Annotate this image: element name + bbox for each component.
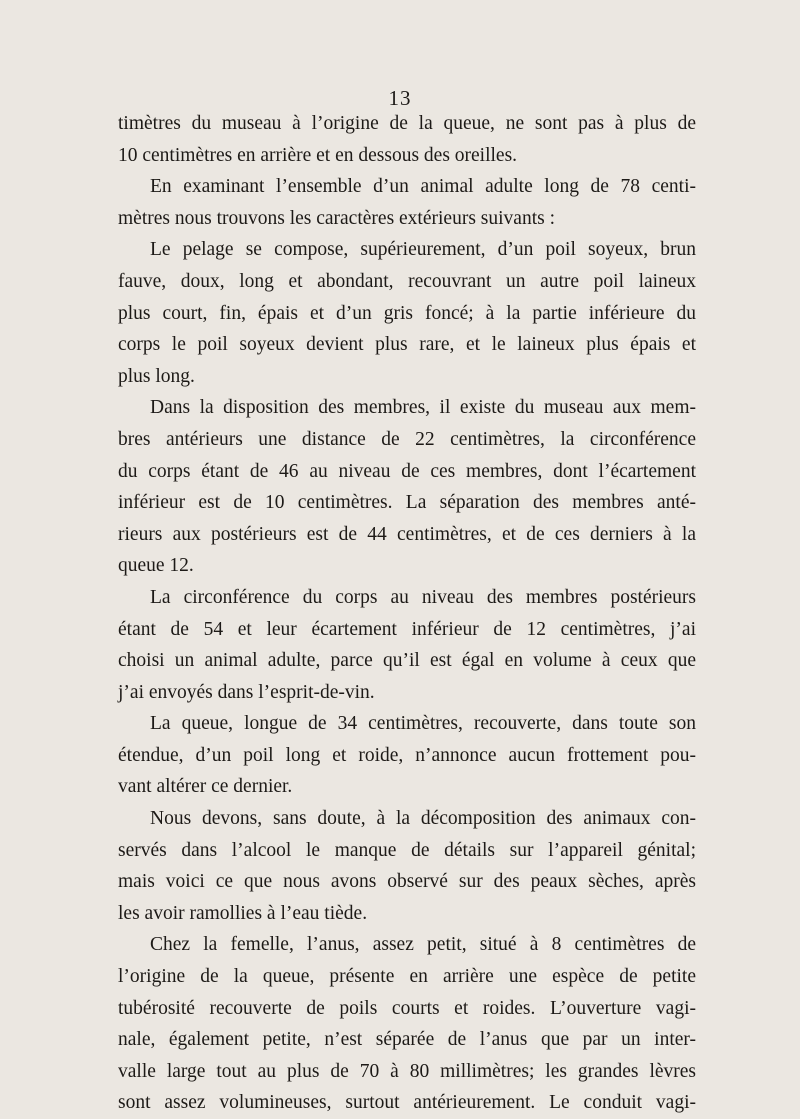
text-line: choisi un animal adulte, parce qu’il est égal en volume à ceux que — [118, 650, 696, 672]
text-line: vant altérer ce dernier. — [118, 776, 293, 798]
page-number: 13 — [388, 86, 412, 110]
text-line: La queue, longue de 34 centimètres, recouverte, dans toute son — [150, 713, 696, 735]
text-line: Nous devons, sans doute, à la décomposition des animaux con- — [150, 808, 696, 830]
text-line: mètres nous trouvons les caractères extérieurs suivants : — [118, 207, 555, 229]
text-line: sont assez volumineuses, surtout antérieurement. Le conduit vagi- — [118, 1092, 696, 1114]
text-line: En examinant l’ensemble d’un animal adulte long de 78 centi- — [150, 176, 696, 198]
text-line: timètres du museau à l’origine de la queue, ne sont pas à plus de — [118, 113, 696, 134]
text-line: mais voici ce que nous avons observé sur des peaux sèches, après — [118, 871, 696, 893]
text-line: inférieur est de 10 centimètres. La séparation des membres anté- — [118, 492, 696, 514]
text-line: l’origine de la queue, présente en arrière une espèce de petite — [118, 966, 696, 988]
text-line: rieurs aux postérieurs est de 44 centimètres, et de ces derniers à la — [118, 523, 696, 545]
text-line: nale, également petite, n’est séparée de l’anus que par un inter- — [118, 1029, 696, 1051]
text-line: Chez la femelle, l’anus, assez petit, situé à 8 centimètres de — [150, 934, 696, 956]
text-line: étendue, d’un poil long et roide, n’annonce aucun frottement pou- — [118, 744, 696, 766]
text-line: du corps étant de 46 au niveau de ces membres, dont l’écartement — [118, 460, 696, 482]
text-line: plus court, fin, épais et d’un gris foncé; à la partie inférieure du — [118, 302, 696, 324]
text-line: Le pelage se compose, supérieurement, d’un poil soyeux, brun — [150, 239, 696, 261]
body-text — [118, 108, 696, 1119]
text-line: bres antérieurs une distance de 22 centimètres, la circonférence — [118, 428, 696, 450]
text-line: fauve, doux, long et abondant, recouvrant un autre poil laineux — [118, 270, 696, 292]
text-line: étant de 54 et leur écartement inférieur de 12 centimètres, j’ai — [118, 618, 696, 640]
text-line: plus long. — [118, 365, 195, 387]
text-line: valle large tout au plus de 70 à 80 millimètres; les grandes lèvres — [118, 1060, 696, 1082]
text-line: les avoir ramollies à l’eau tiède. — [118, 902, 368, 924]
text-line: 10 centimètres en arrière et en dessous des oreilles. — [118, 144, 518, 166]
text-line: corps le poil soyeux devient plus rare, et le laineux plus épais et — [118, 334, 696, 356]
text-line: tubérosité recouverte de poils courts et roides. L’ouverture vagi- — [118, 997, 696, 1019]
text-line: servés dans l’alcool le manque de détails sur l’appareil génital; — [118, 839, 696, 861]
text-line: j’ai envoyés dans l’esprit-de-vin. — [118, 681, 375, 703]
text-line: queue 12. — [118, 555, 194, 577]
text-line: Dans la disposition des membres, il existe du museau aux mem- — [150, 397, 696, 419]
text-line: La circonférence du corps au niveau des membres postérieurs — [150, 586, 696, 608]
